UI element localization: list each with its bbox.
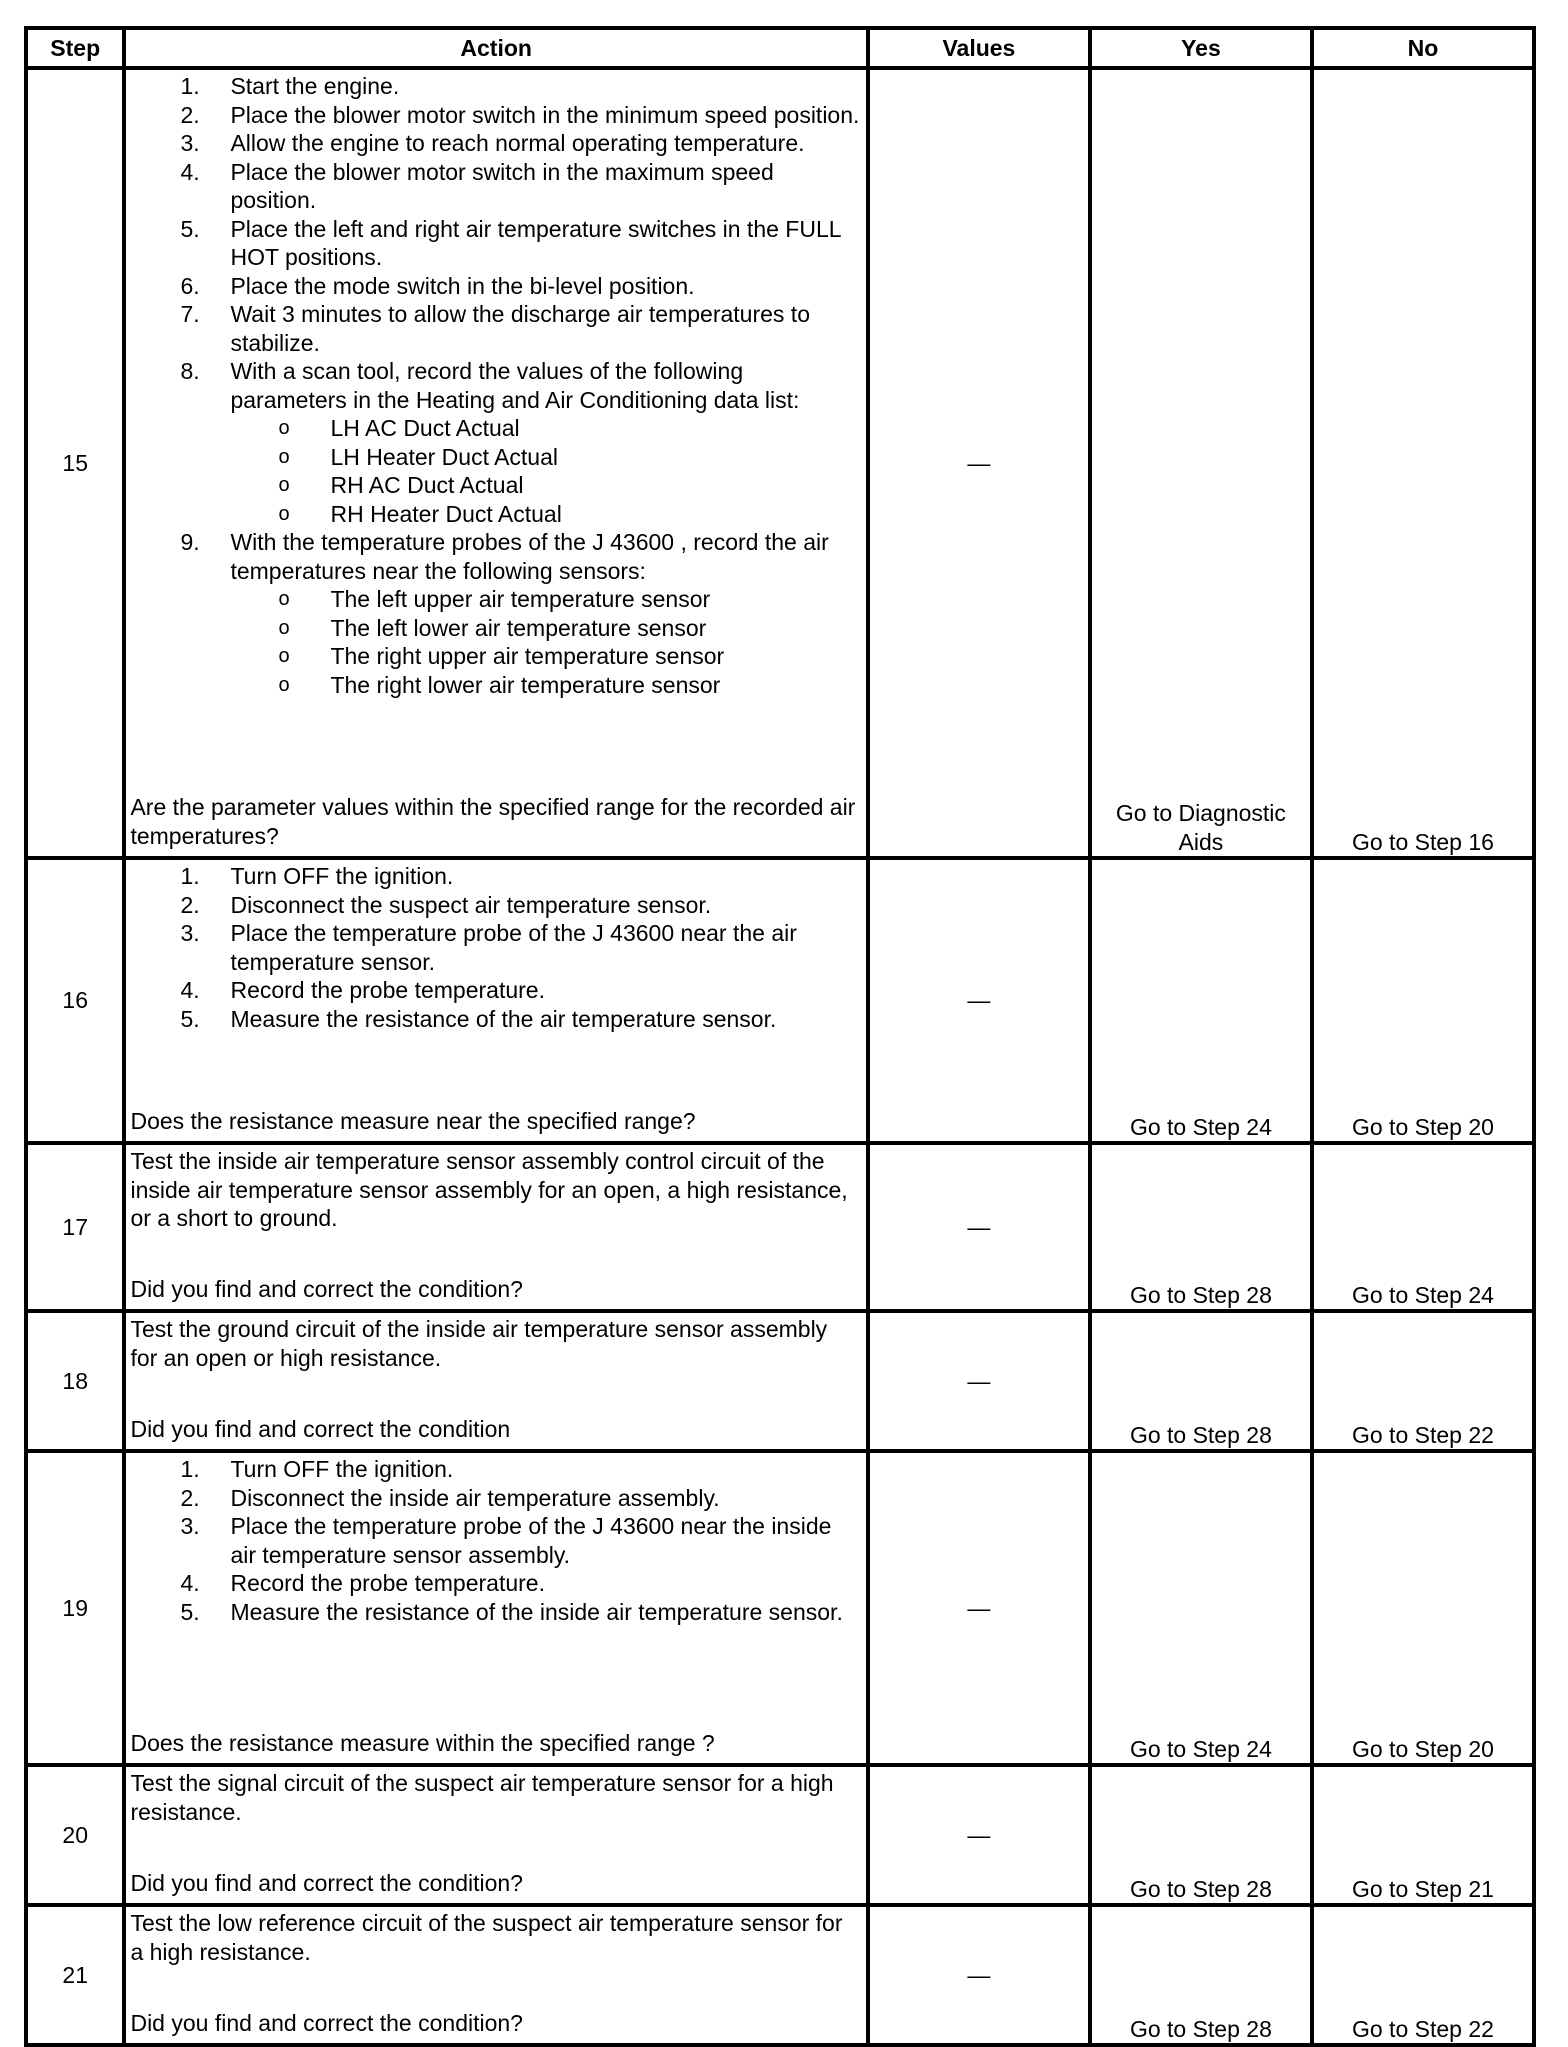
parameter-text: LH AC Duct Actual bbox=[330, 415, 520, 441]
step-text: Place the temperature probe of the J 43600 near the inside air temperature sensor assembly. bbox=[230, 1513, 832, 1568]
procedure-step bbox=[130, 101, 859, 130]
step-marker: 1. bbox=[180, 863, 200, 889]
yes-result: Go to Step 28 bbox=[1090, 1311, 1312, 1451]
procedure-step bbox=[130, 1512, 859, 1569]
header-row bbox=[26, 28, 1534, 68]
procedure-step bbox=[130, 72, 859, 101]
step-marker: 7. bbox=[180, 301, 200, 327]
table-row bbox=[26, 1765, 1534, 1905]
action-question: Did you find and correct the condition bbox=[130, 1415, 511, 1442]
procedure-step bbox=[130, 300, 859, 357]
bullet-marker: o bbox=[278, 616, 290, 639]
yes-result: Go to Diagnostic Aids bbox=[1090, 68, 1312, 858]
values-cell: — bbox=[868, 1765, 1090, 1905]
values-cell: — bbox=[868, 1451, 1090, 1765]
action-cell bbox=[124, 1311, 867, 1451]
no-result: Go to Step 24 bbox=[1312, 1143, 1534, 1311]
step-number: 20 bbox=[26, 1765, 124, 1905]
procedure-step bbox=[130, 1005, 859, 1034]
no-result: Go to Step 16 bbox=[1312, 68, 1534, 858]
action-text: Test the ground circuit of the inside air temperature sensor assembly for an open or high resistance. bbox=[130, 1316, 828, 1371]
step-number: 18 bbox=[26, 1311, 124, 1451]
action-question: Does the resistance measure within the specified range ? bbox=[130, 1729, 715, 1756]
step-text: Measure the resistance of the inside air temperature sensor. bbox=[230, 1598, 843, 1625]
no-result: Go to Step 20 bbox=[1312, 1451, 1534, 1765]
step-marker: 2. bbox=[180, 891, 200, 918]
procedure-step bbox=[130, 158, 859, 215]
step-marker: 1. bbox=[180, 73, 200, 99]
action-content bbox=[126, 1907, 865, 2039]
procedure-step bbox=[130, 215, 859, 272]
bullet-marker: o bbox=[278, 502, 290, 525]
action-question: Are the parameter values within the specified range for the recorded air temperatures? bbox=[130, 794, 856, 849]
step-text: Disconnect the suspect air temperature sensor. bbox=[230, 891, 712, 918]
values-cell: — bbox=[868, 68, 1090, 858]
action-content bbox=[126, 70, 865, 852]
step-text: Measure the resistance of the air temperature sensor. bbox=[230, 1005, 777, 1032]
parameter-item bbox=[130, 471, 859, 500]
step-marker: 5. bbox=[180, 1598, 200, 1625]
step-text: Start the engine. bbox=[230, 73, 400, 99]
procedure-step bbox=[130, 1484, 859, 1513]
parameter-text: The right lower air temperature sensor bbox=[330, 671, 721, 698]
parameter-text: The left lower air temperature sensor bbox=[330, 614, 707, 641]
no-result: Go to Step 22 bbox=[1312, 1311, 1534, 1451]
parameter-item bbox=[130, 443, 859, 472]
action-content bbox=[126, 1313, 865, 1445]
parameter-text: LH Heater Duct Actual bbox=[330, 443, 559, 470]
values-cell: — bbox=[868, 858, 1090, 1143]
procedure-steps bbox=[130, 1455, 859, 1626]
procedure-step bbox=[130, 1569, 859, 1598]
procedure-step bbox=[130, 862, 859, 891]
no-result: Go to Step 21 bbox=[1312, 1765, 1534, 1905]
step-text: Place the mode switch in the bi-level position. bbox=[230, 272, 695, 299]
table-row bbox=[26, 858, 1534, 1143]
step-number: 16 bbox=[26, 858, 124, 1143]
step-marker: 2. bbox=[180, 101, 200, 128]
step-marker: 4. bbox=[180, 158, 200, 185]
bullet-marker: o bbox=[278, 673, 290, 696]
step-marker: 1. bbox=[180, 1456, 200, 1482]
step-marker: 6. bbox=[180, 272, 200, 299]
parameter-text: The left upper air temperature sensor bbox=[330, 586, 711, 612]
header-values: Values bbox=[868, 28, 1090, 68]
action-cell bbox=[124, 858, 867, 1143]
step-text: Place the blower motor switch in the minimum speed position. bbox=[230, 101, 860, 128]
action-cell bbox=[124, 68, 867, 858]
action-question: Did you find and correct the condition? bbox=[130, 1275, 523, 1302]
action-cell bbox=[124, 1143, 867, 1311]
bullet-marker: o bbox=[278, 445, 290, 468]
bullet-marker: o bbox=[278, 588, 290, 610]
parameter-item bbox=[130, 671, 859, 700]
values-cell: — bbox=[868, 1311, 1090, 1451]
yes-result: Go to Step 24 bbox=[1090, 1451, 1312, 1765]
step-number: 17 bbox=[26, 1143, 124, 1311]
header-no: No bbox=[1312, 28, 1534, 68]
procedure-step bbox=[130, 357, 859, 528]
step-marker: 9. bbox=[180, 529, 200, 555]
step-marker: 5. bbox=[180, 1005, 200, 1032]
values-cell: — bbox=[868, 1143, 1090, 1311]
table-row bbox=[26, 68, 1534, 858]
action-question: Did you find and correct the condition? bbox=[130, 2009, 523, 2036]
parameter-text: RH AC Duct Actual bbox=[330, 472, 524, 498]
procedure-step bbox=[130, 1598, 859, 1627]
action-text: Test the signal circuit of the suspect air temperature sensor for a high resistance. bbox=[130, 1770, 834, 1825]
action-cell bbox=[124, 1905, 867, 2045]
procedure-step bbox=[130, 1455, 859, 1484]
action-cell bbox=[124, 1765, 867, 1905]
action-content bbox=[126, 860, 865, 1137]
parameter-item bbox=[130, 614, 859, 643]
procedure-step bbox=[130, 919, 859, 976]
action-content bbox=[126, 1453, 865, 1759]
action-question: Does the resistance measure near the specified range? bbox=[130, 1107, 696, 1134]
step-text: With a scan tool, record the values of the following parameters in the Heating and Air Conditioning data list: bbox=[230, 358, 800, 413]
step-number: 21 bbox=[26, 1905, 124, 2045]
step-text: Record the probe temperature. bbox=[230, 977, 545, 1003]
table-row bbox=[26, 1311, 1534, 1451]
bullet-marker: o bbox=[278, 417, 290, 439]
step-marker: 3. bbox=[180, 1513, 200, 1539]
table-row bbox=[26, 1905, 1534, 2045]
parameter-list bbox=[230, 414, 859, 528]
step-marker: 3. bbox=[180, 130, 200, 156]
step-text: Disconnect the inside air temperature assembly. bbox=[230, 1484, 720, 1511]
step-number: 15 bbox=[26, 68, 124, 858]
step-marker: 2. bbox=[180, 1484, 200, 1511]
step-text: Turn OFF the ignition. bbox=[230, 1456, 454, 1482]
step-text: Record the probe temperature. bbox=[230, 1570, 545, 1596]
yes-result: Go to Step 28 bbox=[1090, 1905, 1312, 2045]
yes-result: Go to Step 28 bbox=[1090, 1765, 1312, 1905]
bullet-marker: o bbox=[278, 645, 290, 667]
procedure-step bbox=[130, 976, 859, 1005]
header-step: Step bbox=[26, 28, 124, 68]
step-text: Turn OFF the ignition. bbox=[230, 863, 454, 889]
parameter-item bbox=[130, 500, 859, 529]
action-content bbox=[126, 1767, 865, 1899]
header-action: Action bbox=[124, 28, 867, 68]
no-result: Go to Step 22 bbox=[1312, 1905, 1534, 2045]
parameter-text: RH Heater Duct Actual bbox=[330, 500, 562, 527]
step-text: Place the blower motor switch in the maximum speed position. bbox=[230, 158, 774, 213]
parameter-item bbox=[130, 585, 859, 614]
table-row bbox=[26, 1143, 1534, 1311]
step-number: 19 bbox=[26, 1451, 124, 1765]
step-text: Place the temperature probe of the J 43600 near the air temperature sensor. bbox=[230, 920, 797, 975]
parameter-item bbox=[130, 414, 859, 443]
action-question: Did you find and correct the condition? bbox=[130, 1869, 523, 1896]
procedure-step bbox=[130, 528, 859, 699]
procedure-steps bbox=[130, 72, 859, 699]
table-row bbox=[26, 1451, 1534, 1765]
step-text: With the temperature probes of the J 43600 , record the air temperatures near the following sensors: bbox=[230, 529, 829, 584]
parameter-item bbox=[130, 642, 859, 671]
action-text: Test the low reference circuit of the suspect air temperature sensor for a high resistance. bbox=[130, 1910, 843, 1965]
no-result: Go to Step 20 bbox=[1312, 858, 1534, 1143]
procedure-step bbox=[130, 272, 859, 301]
step-text: Place the left and right air temperature switches in the FULL HOT positions. bbox=[230, 215, 841, 270]
bullet-marker: o bbox=[278, 474, 290, 496]
yes-result: Go to Step 28 bbox=[1090, 1143, 1312, 1311]
step-text: Wait 3 minutes to allow the discharge air temperatures to stabilize. bbox=[230, 301, 810, 356]
step-marker: 4. bbox=[180, 977, 200, 1003]
procedure-steps bbox=[130, 862, 859, 1033]
yes-result: Go to Step 24 bbox=[1090, 858, 1312, 1143]
procedure-step bbox=[130, 891, 859, 920]
header-yes: Yes bbox=[1090, 28, 1312, 68]
step-marker: 4. bbox=[180, 1570, 200, 1596]
step-marker: 3. bbox=[180, 920, 200, 946]
action-cell bbox=[124, 1451, 867, 1765]
diagnostic-table bbox=[24, 26, 1536, 2047]
step-text: Allow the engine to reach normal operating temperature. bbox=[230, 130, 805, 156]
values-cell: — bbox=[868, 1905, 1090, 2045]
parameter-list bbox=[230, 585, 859, 699]
step-marker: 8. bbox=[180, 358, 200, 384]
step-marker: 5. bbox=[180, 215, 200, 242]
parameter-text: The right upper air temperature sensor bbox=[330, 643, 725, 669]
procedure-step bbox=[130, 129, 859, 158]
action-content bbox=[126, 1145, 865, 1305]
action-text: Test the inside air temperature sensor assembly control circuit of the inside air temperature sensor assembly for an open, a high resistance, or a short to ground. bbox=[130, 1148, 848, 1231]
